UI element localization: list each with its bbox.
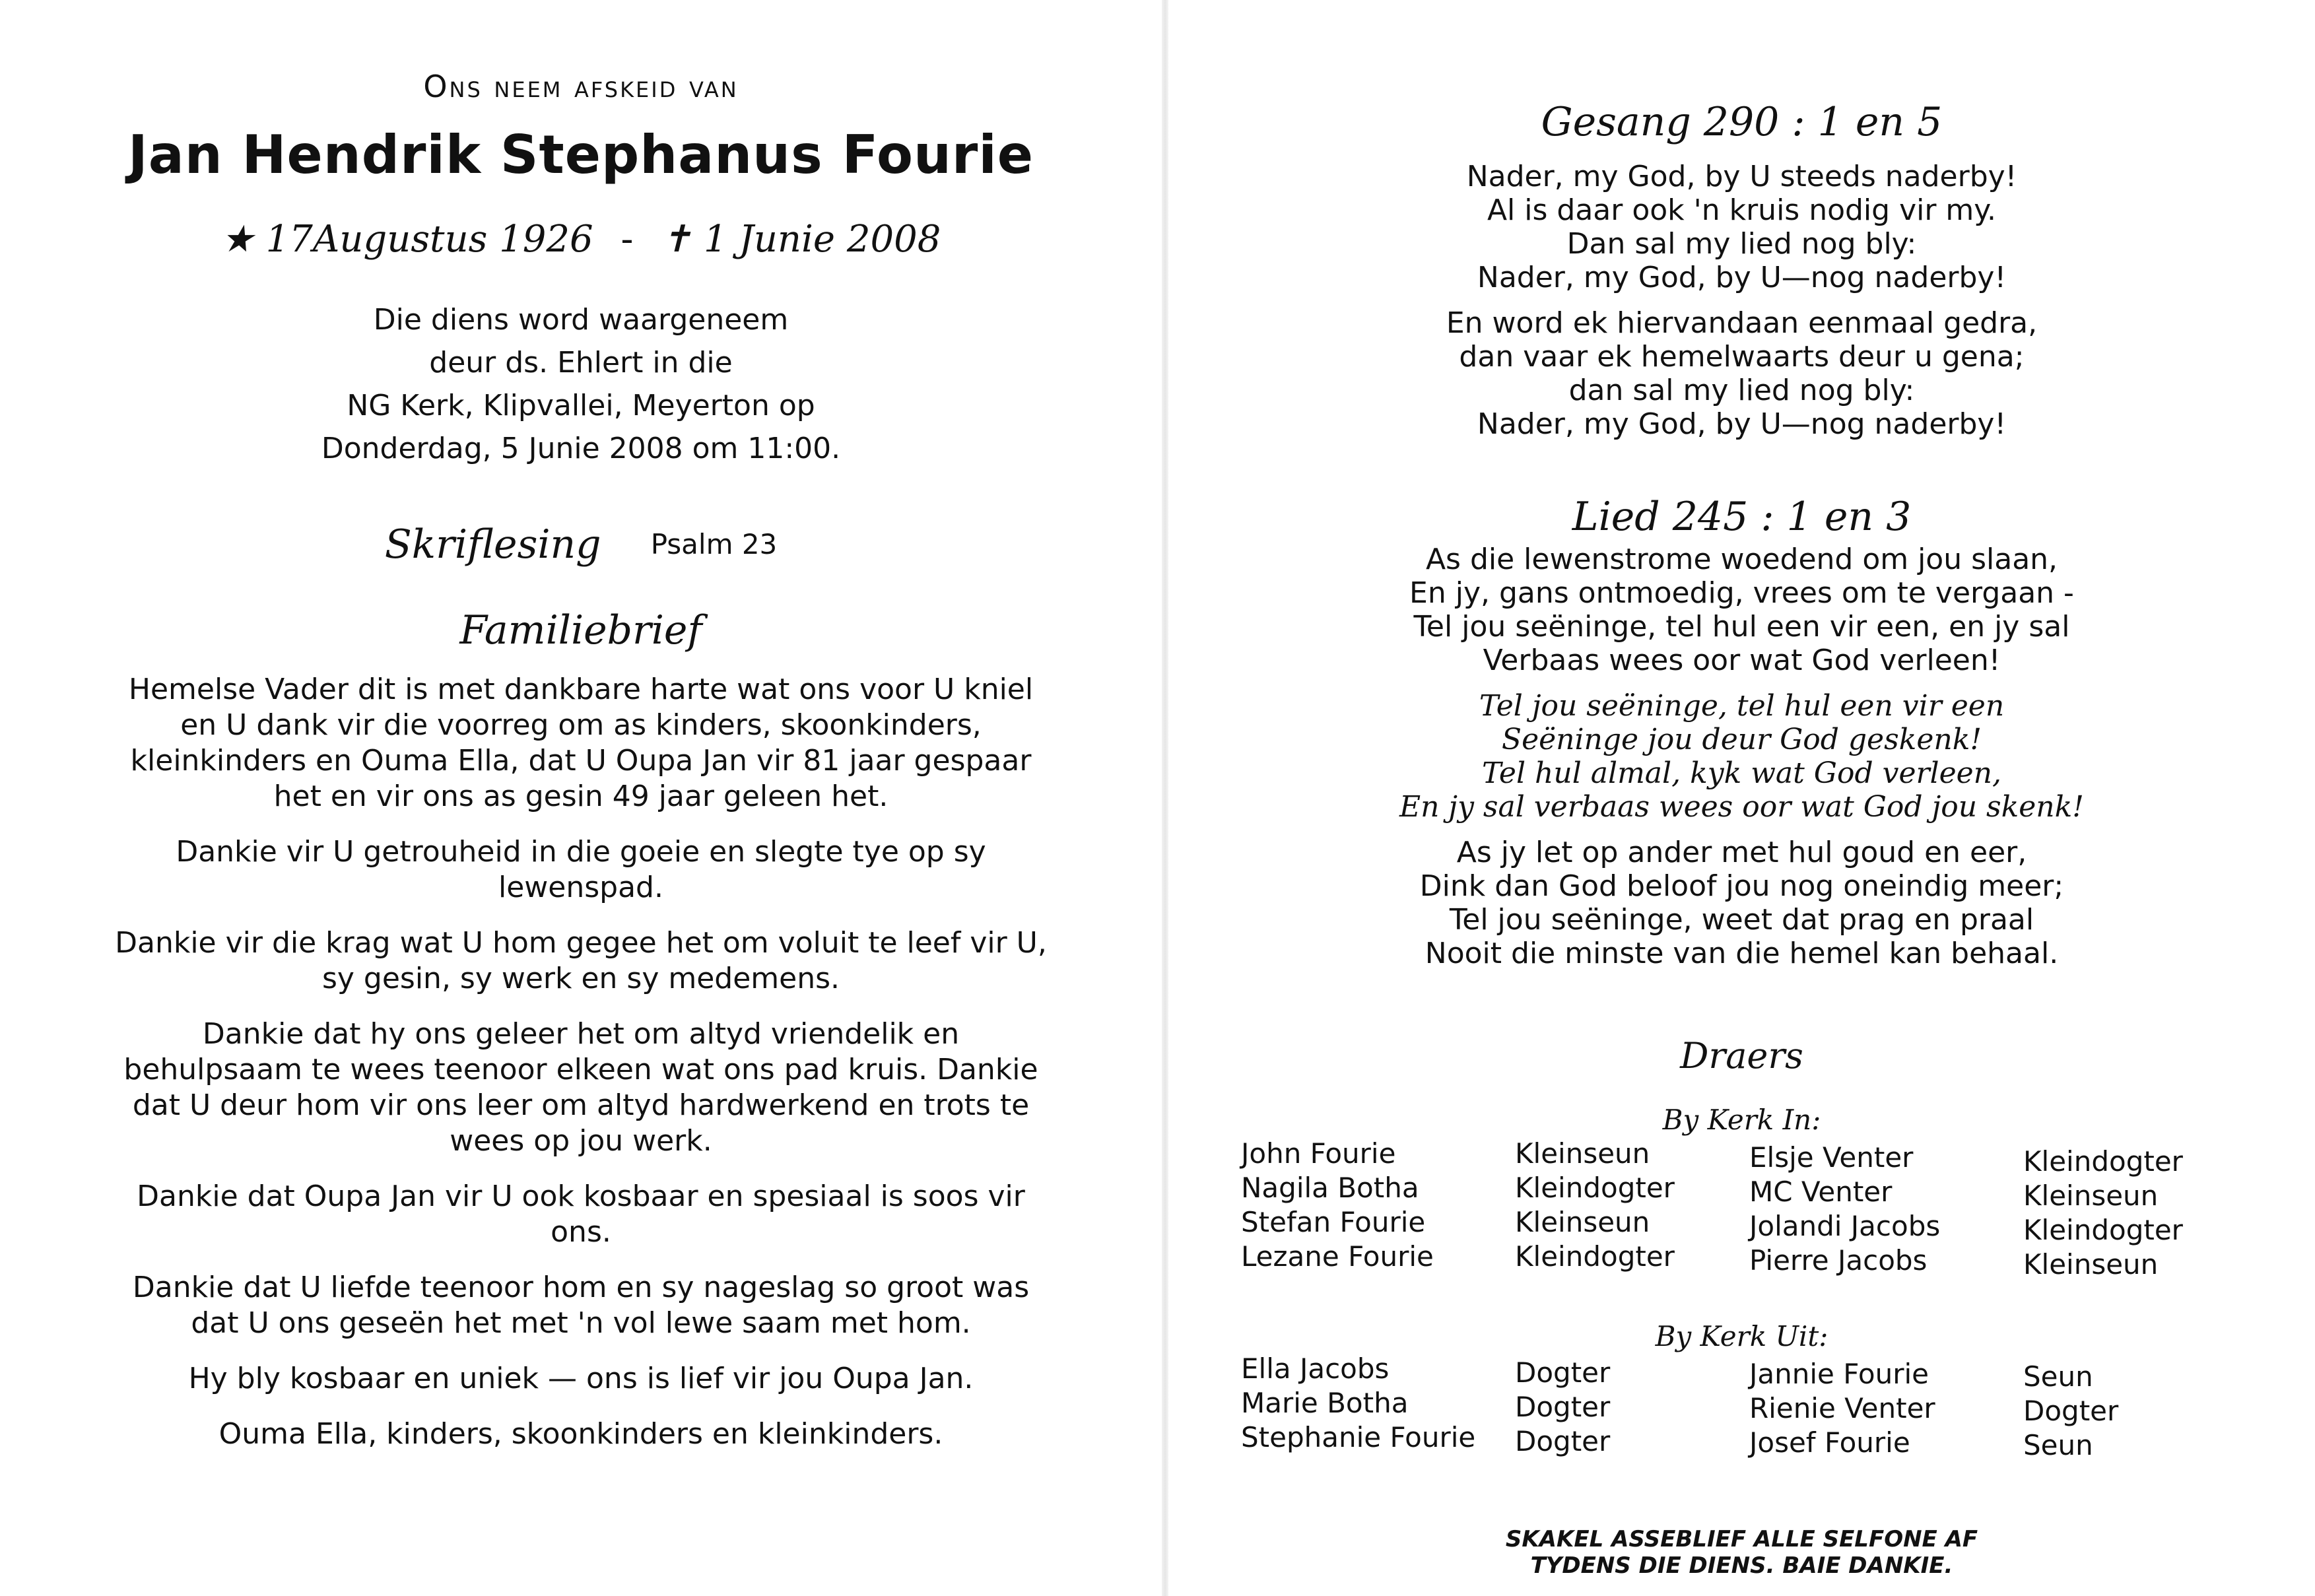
deceased-name: Jan Hendrik Stephanus Fourie <box>127 124 1034 185</box>
birth-date: 17Augustus 1926 <box>265 218 593 261</box>
cross-icon: ✝ <box>661 218 692 261</box>
bearer-relation: Kleindogter <box>2023 1145 2183 1178</box>
letter-paragraph: Hemelse Vader dit is met dankbare harte wat ons voor U kniel en U dank vir die voorreg om as kinders, skoonkinders, kleinkinders en Ouma Ella, dat U Oupa Jan vir 81 jaar gespaar het en vir ons as gesin 49 jaar geleen het. <box>128 673 1034 813</box>
bearer-name: Elsje Venter <box>1749 1141 1914 1174</box>
hymn-line: Tel jou seëninge, tel hul een vir een, en jy sal <box>1413 610 2070 644</box>
hymn-line: En word ek hiervandaan eenmaal gedra, <box>1446 306 2038 340</box>
hymn2-chorus <box>1168 689 2315 824</box>
bearer-relation: Kleindogter <box>2023 1214 2183 1246</box>
service-line: deur ds. Ehlert in die <box>429 346 733 380</box>
hymn-line: Al is daar ook 'n kruis nodig vir my. <box>1487 193 1997 227</box>
star-icon: ★ <box>220 218 254 261</box>
reading-label: Skriflesing <box>384 521 601 568</box>
bearer-relation: Dogter <box>2023 1395 2119 1427</box>
letter-title: Familiebrief <box>459 607 702 653</box>
service-line: Donderdag, 5 Junie 2008 om 11:00. <box>321 432 841 465</box>
hymn1-stanza <box>1168 160 2315 294</box>
hymn1-text <box>1168 160 2315 453</box>
relation-column <box>1515 1356 1610 1459</box>
letter-signoff: Ouma Ella, kinders, skoonkinders en kleinkinders. <box>218 1417 943 1451</box>
bearer-name: Nagila Botha <box>1241 1172 1419 1204</box>
bearer-relation: Kleinseun <box>2023 1180 2159 1212</box>
bearer-name: Ella Jacobs <box>1241 1352 1390 1385</box>
bearer-name: Lezane Fourie <box>1241 1240 1434 1273</box>
hymn2-verse3 <box>1168 836 2315 970</box>
bearer-name: Stefan Fourie <box>1241 1206 1426 1238</box>
hymn-line: En jy sal verbaas wees oor wat God jou skenk! <box>1399 790 2084 824</box>
service-line: NG Kerk, Klipvallei, Meyerton op <box>347 389 815 422</box>
letter-paragraph: Dankie dat U liefde teenoor hom en sy nageslag so groot was dat U ons geseën het met 'n vol lewe saam met hom. <box>132 1271 1030 1340</box>
intro-line: Ons neem afskeid van <box>423 69 739 104</box>
hymn-line: dan sal my lied nog bly: <box>1568 374 1915 407</box>
hymn-line: Tel hul almal, kyk wat God verleen, <box>1482 756 2001 790</box>
bearer-name: Stephanie Fourie <box>1241 1421 1476 1453</box>
letter-paragraph: Dankie vir die krag wat U hom gegee het om voluit te leef vir U, sy gesin, sy werk en sy medemens. <box>115 926 1047 995</box>
bearer-relation: Dogter <box>1515 1391 1611 1423</box>
relation-column <box>1515 1137 1675 1274</box>
hymn2-verse1 <box>1168 543 2315 677</box>
hymn-line: Nader, my God, by U steeds naderby! <box>1466 160 2017 193</box>
letter-paragraph: Hy bly kosbaar en uniek — ons is lief vir jou Oupa Jan. <box>188 1362 974 1395</box>
names-column <box>1749 1141 1940 1278</box>
bearer-relation: Kleinseun <box>1515 1137 1650 1170</box>
page-fold <box>1162 0 1168 1596</box>
out-church-table <box>1241 1352 2271 1464</box>
notice-line: SKAKEL ASSEBLIEF ALLE SELFONE AF <box>1505 1526 1978 1552</box>
out-church-label: By Kerk Uit: <box>1655 1320 1829 1352</box>
bearer-name: Jolandi Jacobs <box>1749 1210 1941 1242</box>
bearer-name: Rienie Venter <box>1749 1392 1935 1424</box>
bearer-relation: Kleinseun <box>2023 1248 2159 1280</box>
bearer-name: Pierre Jacobs <box>1749 1244 1928 1277</box>
notice-line: TYDENS DIE DIENS. BAIE DANKIE. <box>1530 1552 1953 1579</box>
hymn-line: Tel jou seëninge, weet dat prag en praal <box>1449 903 2034 937</box>
names-column <box>1241 1137 1434 1274</box>
life-dates <box>0 218 1162 261</box>
bearer-name: Marie Botha <box>1241 1387 1409 1419</box>
hymn-line: Nader, my God, by U—nog naderby! <box>1477 261 2007 294</box>
bearer-relation: Kleinseun <box>1515 1206 1650 1238</box>
bearer-relation: Seun <box>2023 1429 2093 1461</box>
hymn2-title: Lied 245 : 1 en 3 <box>1572 494 1912 540</box>
bearer-relation: Kleindogter <box>1515 1240 1675 1273</box>
hymn-line: As jy let op ander met hul goud en eer, <box>1456 836 2027 869</box>
bearer-name: Josef Fourie <box>1749 1426 1910 1459</box>
letter-paragraph: Dankie vir U getrouheid in die goeie en slegte tye op sy lewenspad. <box>176 835 986 904</box>
names-column <box>1241 1352 1475 1455</box>
family-letter <box>112 672 1050 1472</box>
reading-reference: Psalm 23 <box>650 528 778 560</box>
in-church-label: By Kerk In: <box>1662 1104 1821 1136</box>
pallbearers-title: Draers <box>1680 1035 1803 1077</box>
bearer-relation: Seun <box>2023 1360 2093 1393</box>
hymn-line: Tel jou seëninge, tel hul een vir een <box>1479 689 2005 723</box>
hymn-line: Nooit die minste van die hemel kan behaal. <box>1425 937 2059 970</box>
hymn2-text <box>1168 543 2315 982</box>
service-details <box>0 298 1162 470</box>
letter-paragraph: Dankie dat hy ons geleer het om altyd vriendelik en behulpsaam te wees teenoor elkeen wat ons pad kruis. Dankie dat U deur hom vir ons leer om altyd hardwerkend en trots te wees op jou werk. <box>123 1017 1038 1158</box>
hymn-line: dan vaar ek hemelwaarts deur u gena; <box>1459 340 2025 374</box>
hymn-line: En jy, gans ontmoedig, vrees om te vergaan - <box>1409 576 2074 610</box>
hymn1-title: Gesang 290 : 1 en 5 <box>1541 99 1943 145</box>
bearer-relation: Dogter <box>1515 1425 1611 1457</box>
date-separator: - <box>621 218 634 261</box>
hymn-line: Seëninge jou deur God geskenk! <box>1501 723 1982 756</box>
phones-off-notice <box>1168 1526 2315 1579</box>
service-line: Die diens word waargeneem <box>373 303 789 337</box>
relation-column <box>2023 1145 2183 1282</box>
bearer-relation: Kleindogter <box>1515 1172 1675 1204</box>
hymn-line: As die lewenstrome woedend om jou slaan, <box>1425 543 2058 576</box>
letter-paragraph: Dankie dat Oupa Jan vir U ook kosbaar en spesiaal is soos vir ons. <box>137 1180 1025 1249</box>
hymn1-stanza <box>1168 306 2315 441</box>
hymn-line: Nader, my God, by U—nog naderby! <box>1477 407 2007 441</box>
relation-column <box>2023 1360 2118 1463</box>
hymn-line: Dan sal my lied nog bly: <box>1566 227 1917 261</box>
bearer-name: MC Venter <box>1749 1176 1893 1208</box>
names-column <box>1749 1357 1935 1460</box>
hymn-line: Dink dan God beloof jou nog oneindig meer; <box>1419 869 2064 903</box>
bearer-name: Jannie Fourie <box>1749 1358 1929 1390</box>
hymn-line: Verbaas wees oor wat God verleen! <box>1483 644 2001 677</box>
scripture-reading <box>0 521 1162 568</box>
bearer-name: John Fourie <box>1241 1137 1396 1170</box>
right-page <box>1168 0 2315 1596</box>
in-church-table <box>1241 1137 2271 1282</box>
death-date: 1 Junie 2008 <box>703 218 941 261</box>
bearer-relation: Dogter <box>1515 1356 1611 1389</box>
